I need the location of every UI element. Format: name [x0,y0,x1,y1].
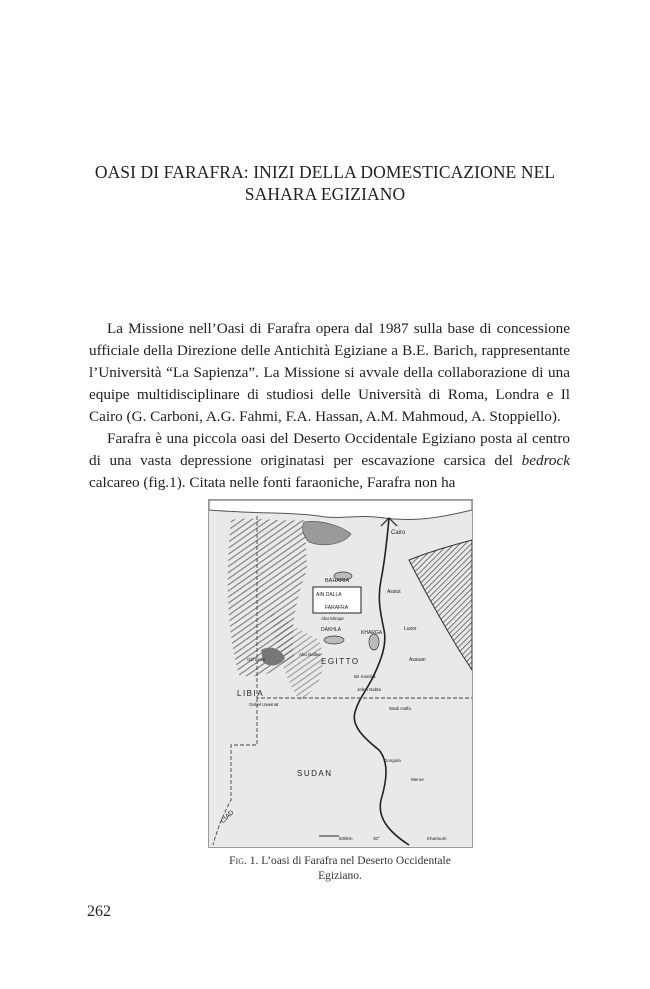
label-gilf-kebir: Gilf Kebir [247,657,266,662]
paragraph-2 [89,428,570,494]
dakhla-oasis [324,636,344,644]
paragraph-2-text-b: calcareo (fig.1). Citata nelle fonti faraoniche, Farafra non ha [89,474,456,491]
kharga-oasis [369,634,379,650]
caption-line-1 [180,854,500,869]
label-dongola: Dongola [384,758,401,763]
label-jebel-nabta: Jebel Nabta [357,687,382,692]
paragraph-2-italic: bedrock [521,452,570,469]
map-figure [208,499,473,848]
label-kharga: KHARGA [361,630,383,636]
label-bir-kiseiba: Bir Kiseiba [354,674,376,679]
map-illustration [209,500,472,847]
label-khartoum: Khartoum [427,836,447,841]
label-luxor: Luxor [404,626,417,632]
label-scale: 500km [339,836,353,841]
label-sudan: SUDAN [297,769,333,778]
paragraph-1: La Missione nell’Oasi di Farafra opera dal 1987 sulla base di concessione ufficiale della Direzione delle Antichità Egiziane a B.E. Barich, rappresentante l’Università “La Sapienza”. La Missione si avvale della collaborazione di una equipe multidisciplinare di studiosi delle Università di Roma, Londra e Il Cairo (G. Carboni, A.G. Fahmi, F.A. Hassan, A.M. Mahmoud, A. Stoppiello). [89,320,570,425]
caption-fig-label: Fig. 1. [229,855,259,867]
paragraph-2-text-a: Farafra è una piccola oasi del Deserto Occidentale Egiziano posta al centro di una vasta depressione originatasi per escavazione carsica del [89,430,570,469]
label-ain-dalla: AIN DALLA [316,592,342,598]
caption-line-2: Egiziano. [318,870,362,882]
label-uweinat: Gebel Uweinat [249,702,279,707]
title-line-2: SAHARA EGIZIANO [244,184,406,204]
label-libia: LIBIA [237,689,265,698]
label-ciad: CIAD [219,809,236,826]
label-meroe: Meroe [411,777,424,782]
body-text [89,318,570,494]
label-egitto: EGITTO [321,657,360,666]
label-wadi-halfa: Wadi Halfa [389,706,411,711]
label-cairo: Cairo [391,530,406,536]
caption-text-1: L’oasi di Farafra nel Deserto Occidentale [261,855,451,867]
label-degree: 30° [373,836,380,841]
label-assuan: Assuan [409,657,426,663]
label-bahariya: BAHARIA [325,578,350,584]
label-abu-minqar: Abu Minqar [321,616,345,621]
label-dakhla: DAKHLA [321,627,342,633]
label-abu-ballas: Abu Ballas [299,652,321,657]
figure-caption [180,854,500,884]
title-line-1: OASI DI FARAFRA: INIZI DELLA DOMESTICAZIONE NEL [94,162,556,182]
article-title [60,161,590,205]
label-assiut: Assiut [387,589,401,595]
label-farafra: FARAFRA [325,605,349,611]
page-number: 262 [87,903,111,920]
